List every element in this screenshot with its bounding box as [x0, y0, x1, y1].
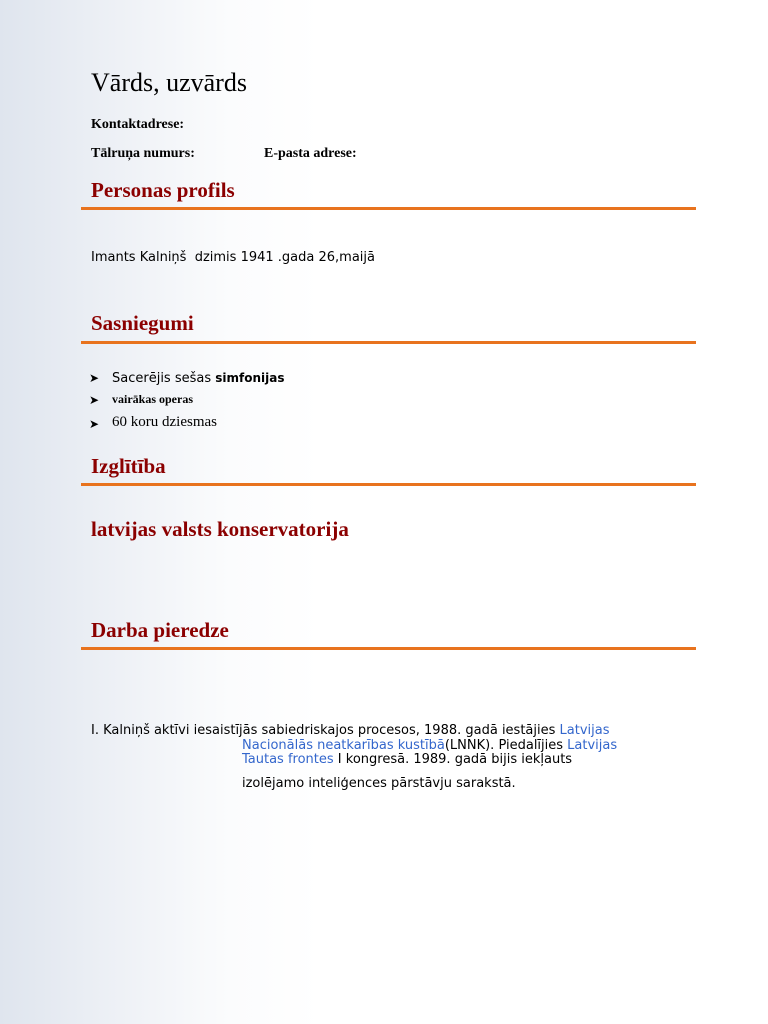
experience-text: I. Kalniņš aktīvi iesaistījās sabiedriskajos procesos, 1988. gadā iestājies — [91, 723, 560, 738]
section-divider — [81, 341, 696, 344]
list-item — [112, 369, 285, 387]
section-divider — [81, 483, 696, 486]
section-divider — [81, 647, 696, 650]
experience-text: I kongresā. 1989. gadā bijis iekļauts — [333, 752, 573, 767]
arrow-bullet-icon: ➤ — [89, 393, 100, 407]
name-heading: Vārds, uzvārds — [91, 68, 247, 97]
section-title-profile: Personas profils — [91, 178, 235, 202]
experience-paragraph-line — [91, 723, 610, 738]
experience-paragraph-line: izolējamo inteliģences pārstāvju sarakstā. — [242, 776, 516, 791]
list-item: 60 koru dziesmas — [112, 414, 217, 430]
link-latvijas[interactable]: Latvijas — [559, 723, 610, 738]
phone-label: Tālruņa numurs: — [91, 146, 195, 161]
experience-paragraph-line — [242, 752, 572, 767]
section-divider — [81, 207, 696, 210]
section-title-achievements: Sasniegumi — [91, 311, 194, 335]
link-tautas-frontes[interactable]: Tautas frontes — [242, 752, 334, 767]
profile-text: Imants Kalniņš dzimis 1941 .gada 26,maijā — [91, 250, 375, 265]
link-lnnk[interactable]: Nacionālās neatkarības kustībā — [242, 738, 445, 753]
list-item-text: Sacerējis sešas — [112, 371, 216, 386]
contact-address-label: Kontaktadrese: — [91, 117, 185, 132]
link-latvijas-2[interactable]: Latvijas — [567, 738, 618, 753]
section-title-education: Izglītība — [91, 454, 166, 478]
email-label: E-pasta adrese: — [264, 146, 357, 161]
experience-text: (LNNK). Piedalījies — [444, 738, 568, 753]
arrow-bullet-icon: ➤ — [89, 417, 100, 431]
education-institution: latvijas valsts konservatorija — [91, 517, 349, 541]
list-item: vairākas operas — [112, 392, 193, 406]
experience-paragraph-line — [242, 738, 617, 753]
list-item-bold-text: simfonijas — [215, 371, 285, 385]
arrow-bullet-icon: ➤ — [89, 371, 100, 385]
section-title-experience: Darba pieredze — [91, 618, 229, 642]
